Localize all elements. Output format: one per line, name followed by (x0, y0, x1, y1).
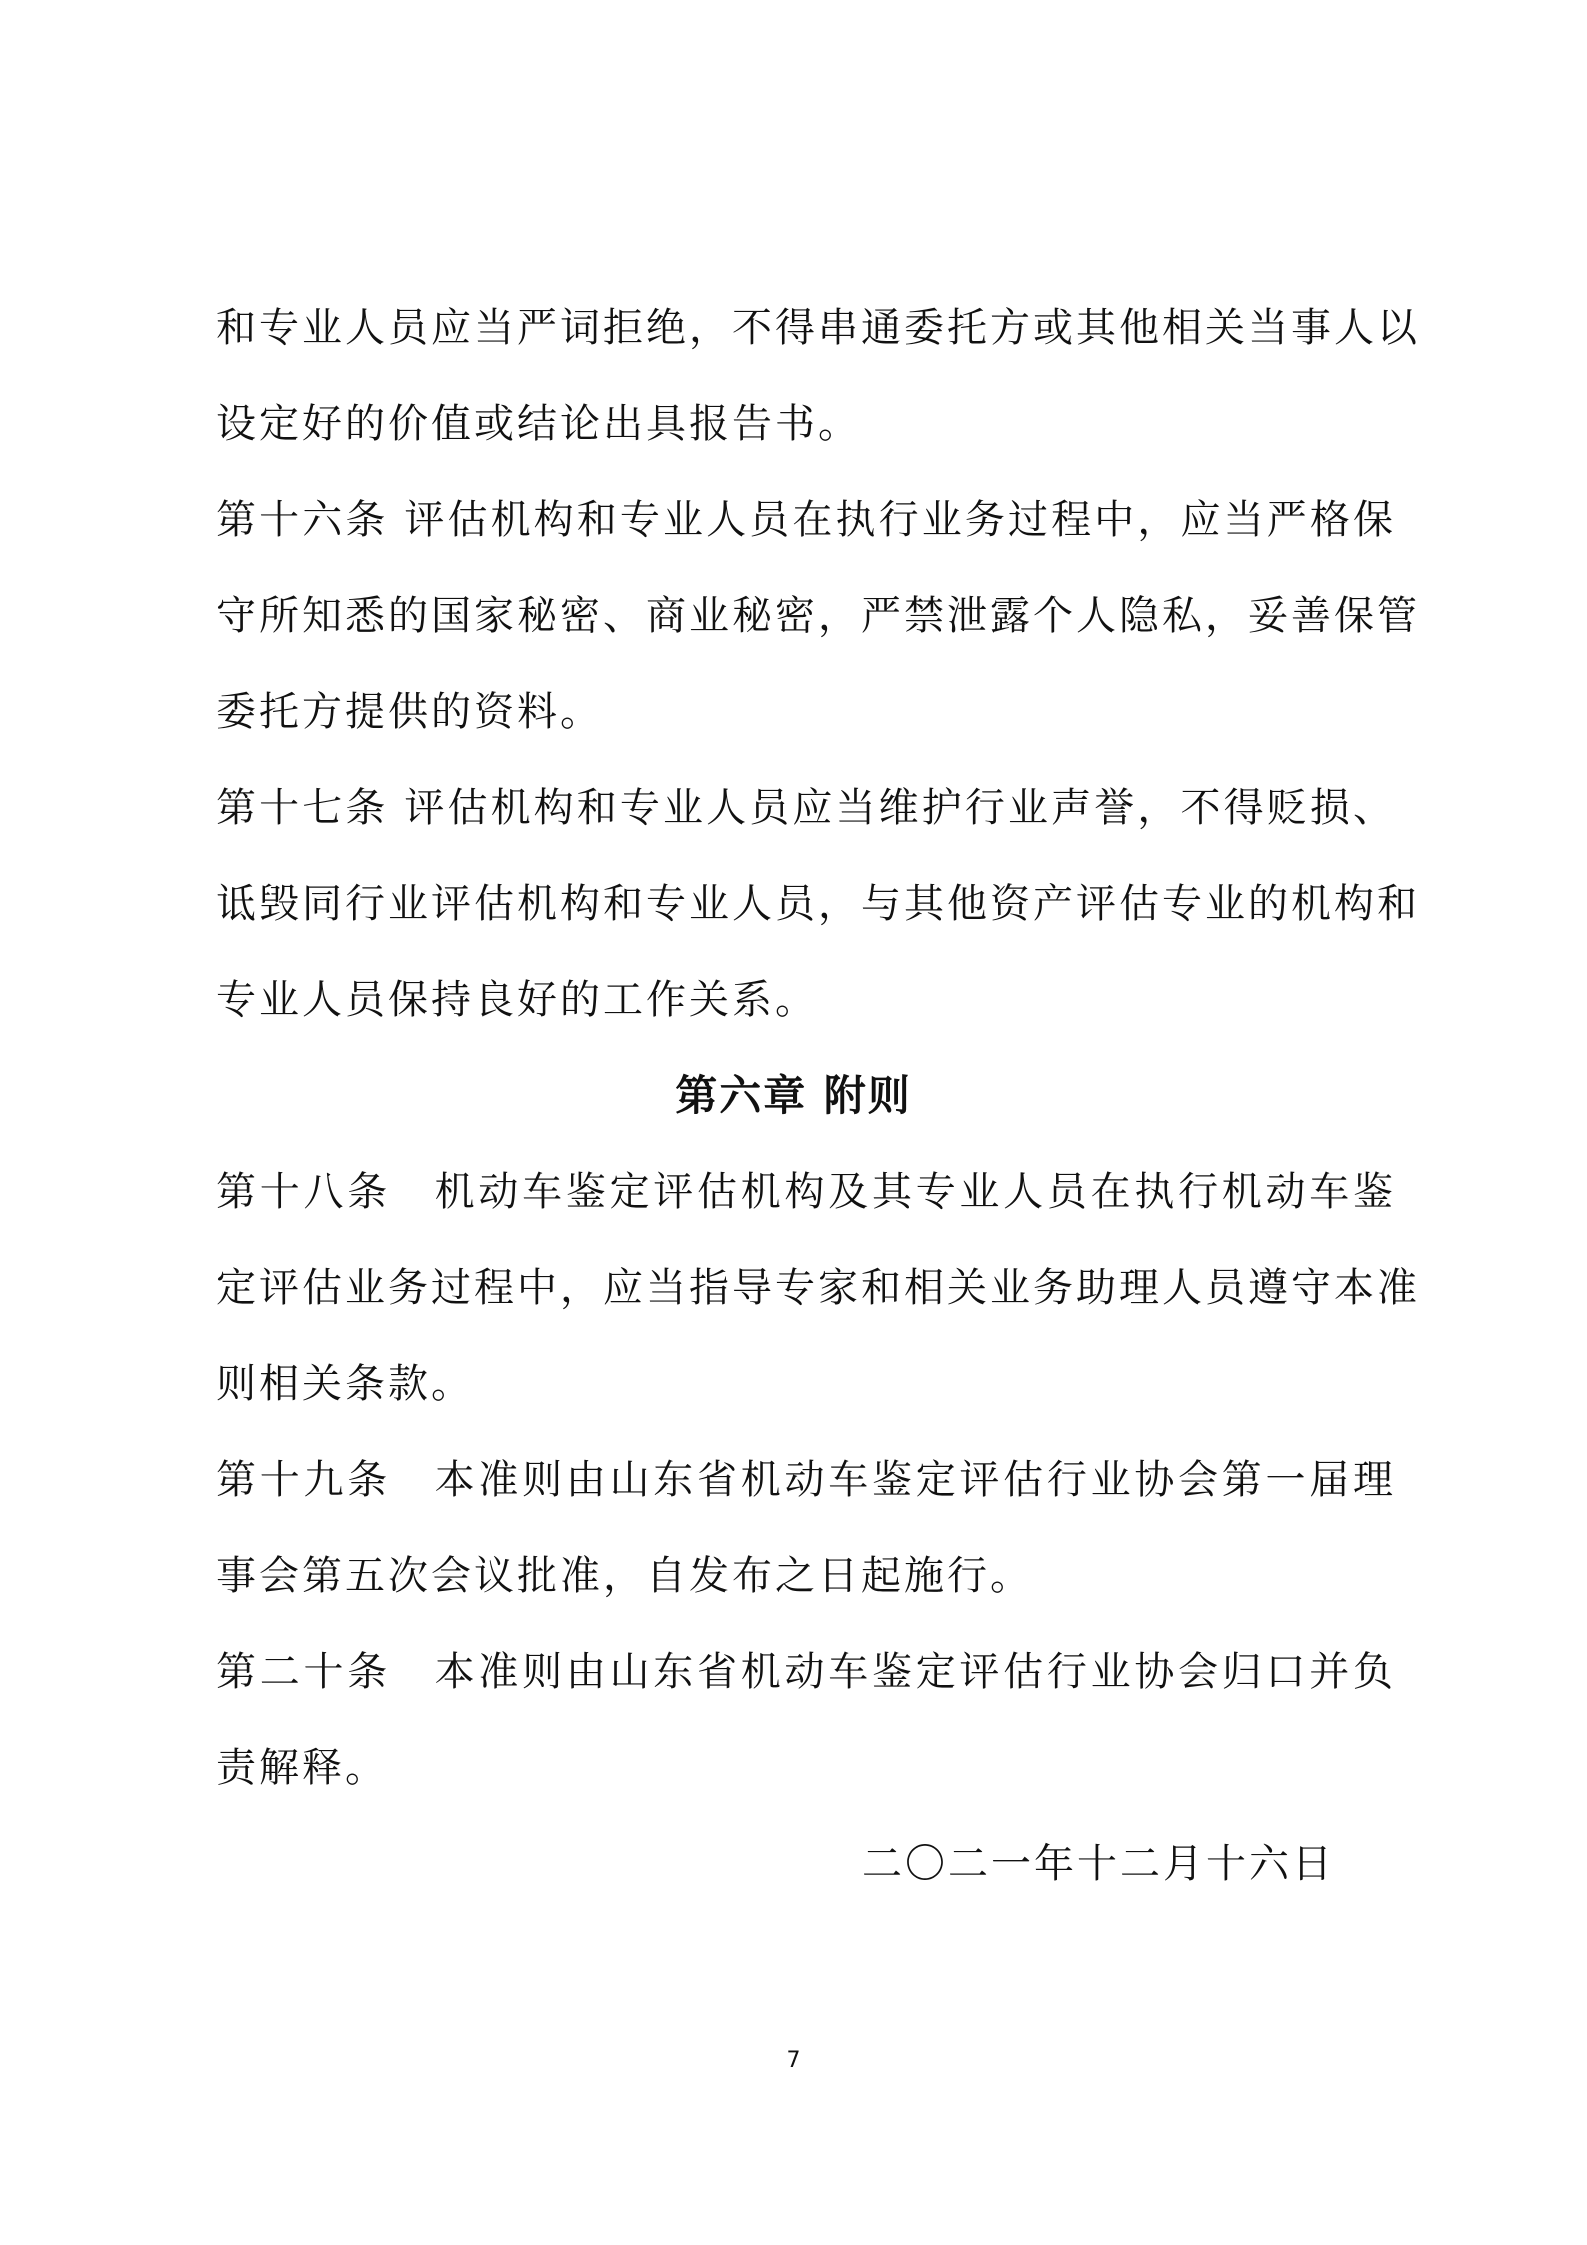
chapter-heading: 第六章 附则 (675, 1071, 912, 1120)
text-line: 设定好的价值或结论出具报告书。 (216, 401, 861, 447)
text-line: 定评估业务过程中，应当指导专家和相关业务助理人员遵守本准 (216, 1265, 1420, 1311)
text-line: 专业人员保持良好的工作关系。 (216, 977, 818, 1023)
page-number: 7 (786, 2048, 801, 2073)
article-18-line: 第十八条 机动车鉴定评估机构及其专业人员在执行机动车鉴 (216, 1169, 1396, 1215)
text-line: 事会第五次会议批准，自发布之日起施行。 (216, 1553, 1033, 1599)
article-20-line: 第二十条 本准则由山东省机动车鉴定评估行业协会归口并负 (216, 1649, 1396, 1695)
article-19-line: 第十九条 本准则由山东省机动车鉴定评估行业协会第一届理 (216, 1457, 1396, 1503)
text-line: 和专业人员应当严词拒绝，不得串通委托方或其他相关当事人以 (216, 305, 1420, 351)
issue-date: 二〇二一年十二月十六日 (862, 1841, 1335, 1887)
text-line: 守所知悉的国家秘密、商业秘密，严禁泄露个人隐私，妥善保管 (216, 593, 1420, 639)
text-line: 委托方提供的资料。 (216, 689, 603, 735)
text-line: 责解释。 (216, 1745, 388, 1791)
text-line: 则相关条款。 (216, 1361, 474, 1407)
article-17-line: 第十七条 评估机构和专业人员应当维护行业声誉，不得贬损、 (216, 785, 1396, 831)
text-line: 诋毁同行业评估机构和专业人员，与其他资产评估专业的机构和 (216, 881, 1420, 927)
article-16-line: 第十六条 评估机构和专业人员在执行业务过程中，应当严格保 (216, 497, 1396, 543)
